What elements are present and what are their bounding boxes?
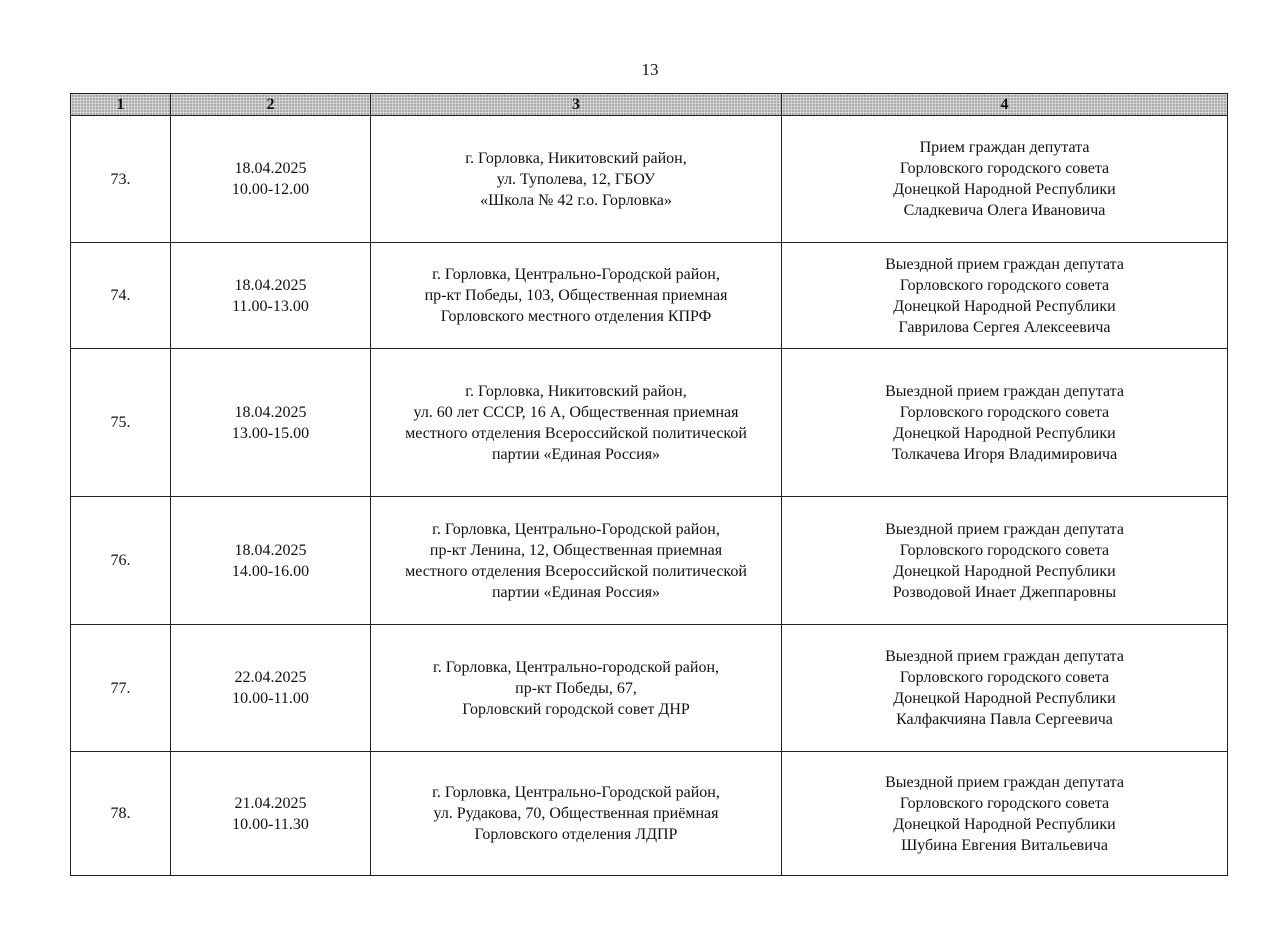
event-line: Гаврилова Сергея Алексеевича xyxy=(898,318,1111,336)
row-number: 78. xyxy=(71,752,171,876)
table-row xyxy=(71,625,1228,752)
table-row xyxy=(71,116,1228,243)
address-line: пр-кт Победы, 103, Общественная приемная xyxy=(424,287,728,304)
date-time-cell xyxy=(171,752,371,876)
event-cell xyxy=(782,625,1228,752)
date-time-cell xyxy=(171,625,371,752)
column-header-1: 1 xyxy=(71,94,171,116)
address-line: г. Горловка, Центрально-Городской район, xyxy=(432,266,720,283)
event-date: 21.04.2025 xyxy=(234,794,307,812)
row-number: 76. xyxy=(71,497,171,625)
event-line: Горловского городского совета xyxy=(899,403,1110,421)
event-line: Толкачева Игоря Владимировича xyxy=(891,445,1118,463)
address-cell xyxy=(371,625,782,752)
event-date: 18.04.2025 xyxy=(234,160,307,177)
event-date: 18.04.2025 xyxy=(234,541,307,559)
address-line: ул. Туполева, 12, ГБОУ xyxy=(496,170,656,188)
address-line: г. Горловка, Центрально-Городской район, xyxy=(432,784,720,801)
address-line: «Школа № 42 г.о. Горловка» xyxy=(480,191,672,209)
event-cell xyxy=(782,243,1228,349)
event-line: Выездной прием граждан депутата xyxy=(885,520,1124,538)
event-time: 10.00-11.00 xyxy=(232,690,309,707)
event-line: Донецкой Народной Республики xyxy=(893,297,1116,315)
column-header-2: 2 xyxy=(171,94,371,116)
event-cell xyxy=(782,349,1228,497)
address-line: пр-кт Ленина, 12, Общественная приемная xyxy=(429,541,723,559)
table-row xyxy=(71,243,1228,349)
event-line: Выездной прием граждан депутата xyxy=(885,255,1124,273)
address-line: г. Горловка, Никитовский район, xyxy=(465,149,687,167)
event-line: Донецкой Народной Республики xyxy=(893,562,1116,580)
date-time-cell xyxy=(171,243,371,349)
event-line: Горловского городского совета xyxy=(899,276,1110,294)
row-number: 75. xyxy=(71,349,171,497)
event-line: Горловского городского совета xyxy=(899,541,1110,559)
event-line: Калфакчияна Павла Сергеевича xyxy=(896,711,1113,728)
event-cell xyxy=(782,116,1228,243)
event-date: 22.04.2025 xyxy=(234,669,307,686)
address-cell xyxy=(371,349,782,497)
column-header-4: 4 xyxy=(782,94,1228,116)
table-header xyxy=(71,94,1228,116)
event-line: Прием граждан депутата xyxy=(919,139,1090,156)
event-line: Выездной прием граждан депутата xyxy=(885,382,1124,400)
address-line: г. Горловка, Центрально-городской район, xyxy=(432,658,720,676)
row-number: 77. xyxy=(71,625,171,752)
address-line: Горловского местного отделения КПРФ xyxy=(440,308,712,325)
address-cell xyxy=(371,752,782,876)
address-line: ул. 60 лет СССР, 16 А, Общественная приемная xyxy=(413,403,739,421)
event-time: 10.00-11.30 xyxy=(232,815,309,833)
address-line: г. Горловка, Никитовский район, xyxy=(465,382,687,400)
address-line: местного отделения Всероссийской политической xyxy=(405,424,747,442)
address-line: ул. Рудакова, 70, Общественная приёмная xyxy=(433,805,719,822)
event-line: Выездной прием граждан депутата xyxy=(885,773,1124,791)
event-line: Донецкой Народной Республики xyxy=(893,424,1116,442)
event-line: Донецкой Народной Республики xyxy=(893,181,1116,198)
event-time: 11.00-13.00 xyxy=(232,297,309,315)
event-line: Донецкой Народной Республики xyxy=(893,690,1116,707)
event-time: 13.00-15.00 xyxy=(231,424,310,442)
event-line: Горловского городского совета xyxy=(899,794,1110,812)
event-line: Сладкевича Олега Ивановича xyxy=(903,202,1106,219)
date-time-cell xyxy=(171,349,371,497)
address-line: г. Горловка, Центрально-Городской район, xyxy=(432,520,720,538)
event-cell xyxy=(782,497,1228,625)
row-number: 74. xyxy=(71,243,171,349)
page-number: 13 xyxy=(641,60,659,79)
column-header-3: 3 xyxy=(371,94,782,116)
event-date: 18.04.2025 xyxy=(234,276,307,294)
date-time-cell xyxy=(171,497,371,625)
date-time-cell xyxy=(171,116,371,243)
table-row xyxy=(71,752,1228,876)
table-row xyxy=(71,349,1228,497)
event-time: 10.00-12.00 xyxy=(231,181,310,198)
table-body xyxy=(71,116,1228,876)
address-cell xyxy=(371,243,782,349)
event-line: Горловского городского совета xyxy=(899,669,1110,686)
event-line: Розводовой Инает Джеппаровны xyxy=(892,583,1117,601)
table-row xyxy=(71,497,1228,625)
schedule-table xyxy=(70,93,1228,876)
address-line: партии «Единая Россия» xyxy=(491,583,661,601)
address-line: Горловский городской совет ДНР xyxy=(462,700,690,718)
address-line: партии «Единая Россия» xyxy=(491,445,661,463)
event-date: 18.04.2025 xyxy=(234,403,307,421)
event-line: Выездной прием граждан депутата xyxy=(885,648,1124,665)
event-line: Горловского городского совета xyxy=(899,160,1110,177)
address-line: местного отделения Всероссийской политической xyxy=(405,562,747,580)
address-line: Горловского отделения ЛДПР xyxy=(474,826,678,843)
address-line: пр-кт Победы, 67, xyxy=(515,679,637,697)
address-cell xyxy=(371,116,782,243)
address-cell xyxy=(371,497,782,625)
event-cell xyxy=(782,752,1228,876)
row-number: 73. xyxy=(71,116,171,243)
event-line: Донецкой Народной Республики xyxy=(893,815,1116,833)
event-line: Шубина Евгения Витальевича xyxy=(901,836,1108,854)
event-time: 14.00-16.00 xyxy=(231,562,310,580)
